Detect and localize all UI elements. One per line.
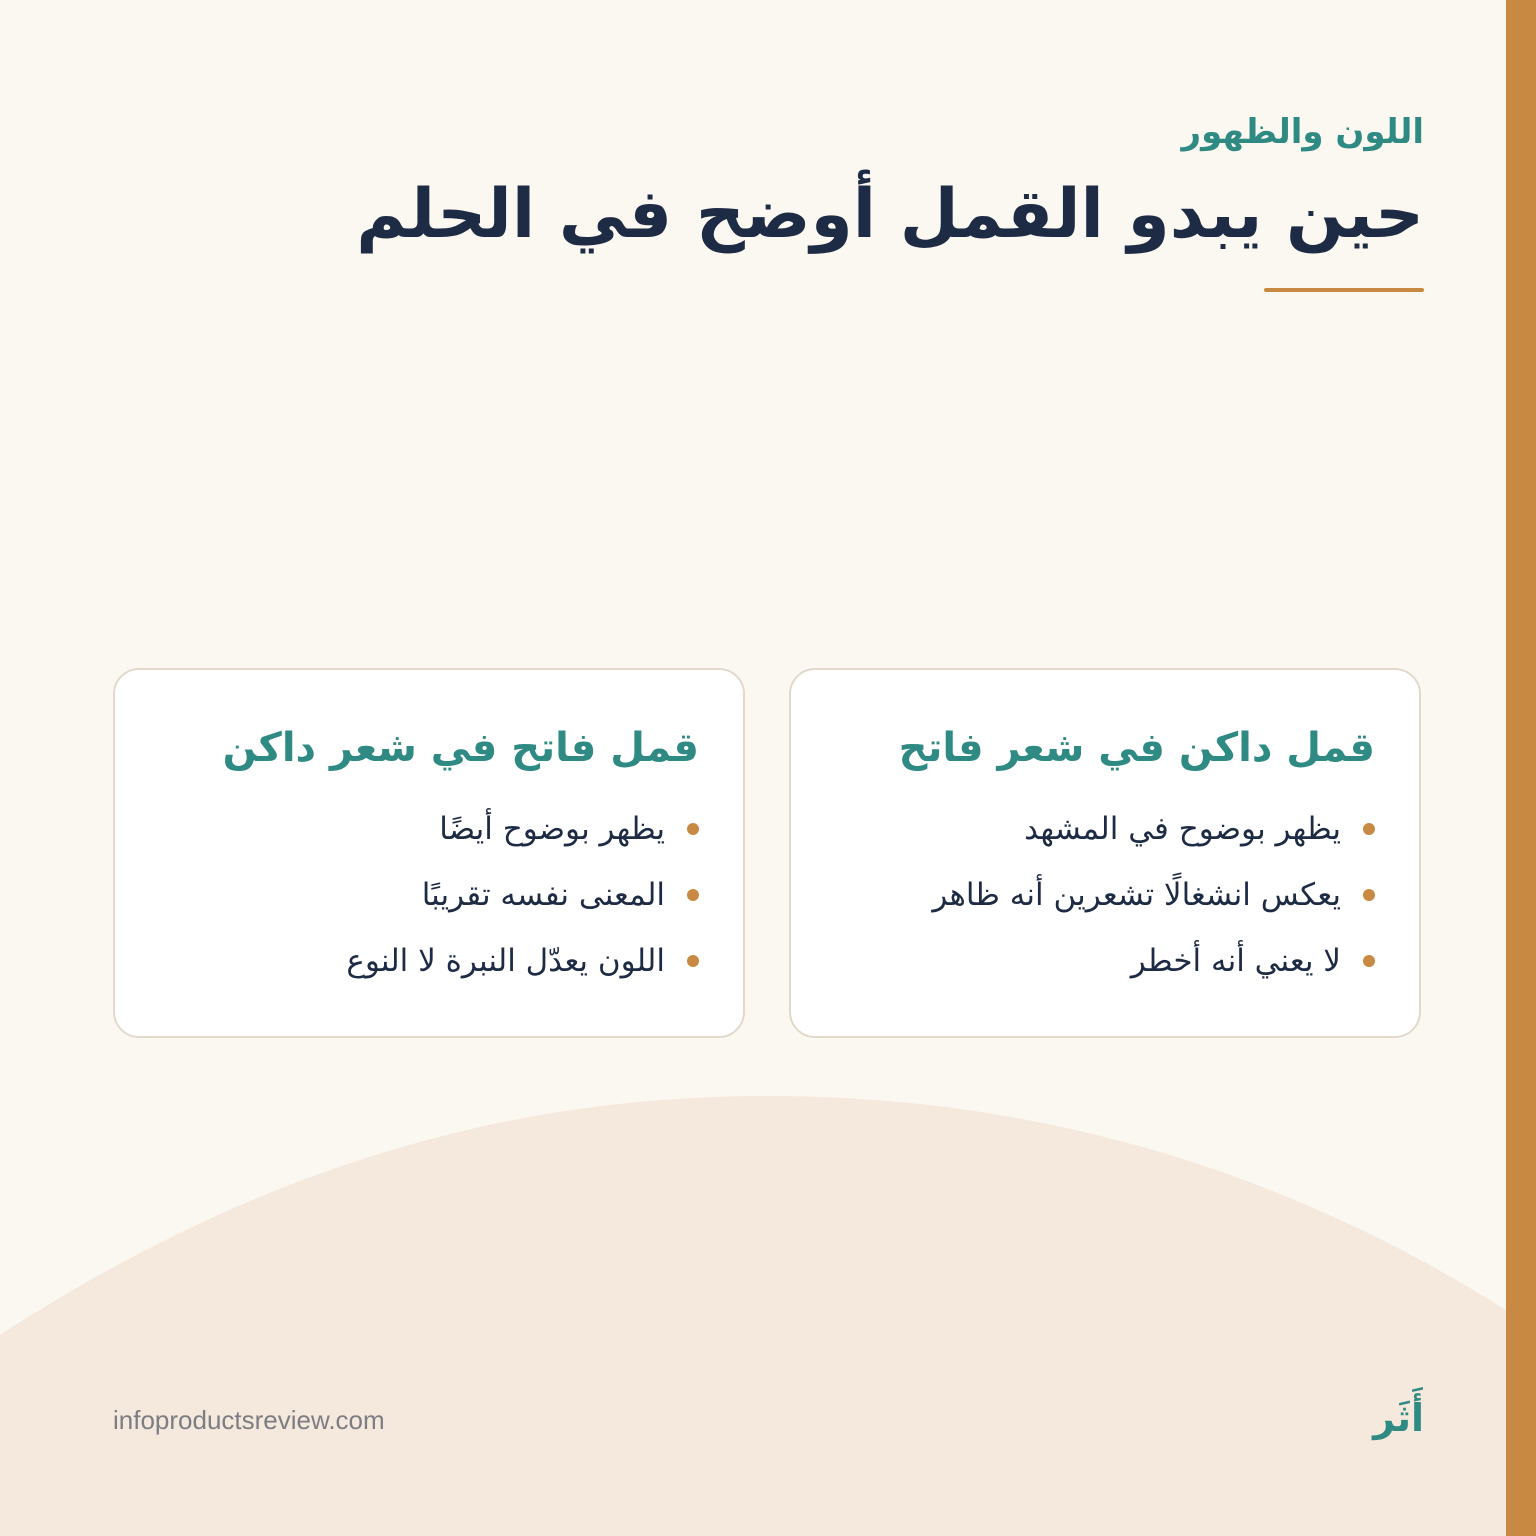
list-item-text: المعنى نفسه تقريبًا	[421, 877, 665, 913]
bullet-dot-icon	[687, 889, 699, 901]
page-title: حين يبدو القمل أوضح في الحلم	[356, 175, 1424, 254]
card-light-lice	[113, 668, 745, 1038]
list-item-text: يظهر بوضوح في المشهد	[1024, 811, 1341, 847]
card-list	[835, 796, 1375, 994]
list-item-text: يظهر بوضوح أيضًا	[439, 811, 665, 847]
accent-side-bar	[1506, 0, 1536, 1536]
list-item	[159, 796, 699, 862]
list-item-text: اللون يعدّل النبرة لا النوع	[346, 943, 665, 979]
list-item	[835, 862, 1375, 928]
card-list	[159, 796, 699, 994]
header	[224, 108, 1424, 260]
bullet-dot-icon	[1363, 955, 1375, 967]
card-title: قمل داكن في شعر فاتح	[898, 725, 1375, 771]
bullet-dot-icon	[687, 823, 699, 835]
list-item-text: لا يعني أنه أخطر	[1130, 943, 1341, 979]
eyebrow-label: اللون والظهور	[1181, 112, 1424, 152]
bullet-dot-icon	[687, 955, 699, 967]
list-item	[159, 862, 699, 928]
footer-url: infoproductsreview.com	[113, 1405, 385, 1435]
bullet-dot-icon	[1363, 823, 1375, 835]
title-underline	[1264, 288, 1424, 292]
list-item	[159, 928, 699, 994]
list-item	[835, 796, 1375, 862]
list-item	[835, 928, 1375, 994]
card-title: قمل فاتح في شعر داكن	[222, 725, 699, 771]
bullet-dot-icon	[1363, 889, 1375, 901]
list-item-text: يعكس انشغالًا تشعرين أنه ظاهر	[932, 877, 1341, 913]
card-dark-lice	[789, 668, 1421, 1038]
brand-logo: أَثَر	[1373, 1396, 1424, 1440]
